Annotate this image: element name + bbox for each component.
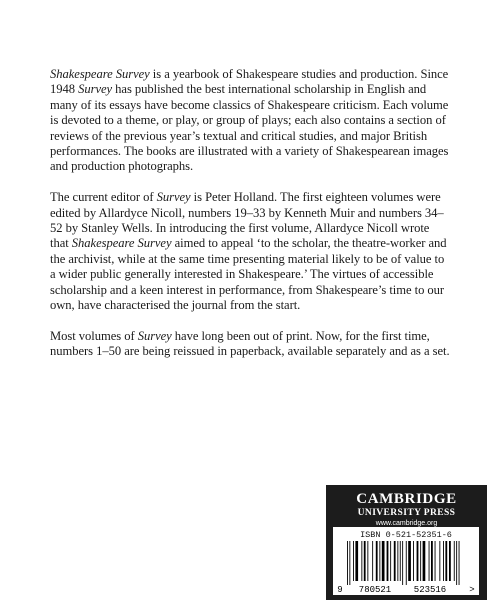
barcode-digits-left: 780521 [358,585,392,595]
barcode-bar [445,541,447,581]
barcode-bar [353,541,354,581]
barcode-bar [413,541,414,581]
barcode-bar [364,541,366,581]
text-run: is Peter Holland. The first eighteen volumes were edited by Allardyce Nicoll, numbers 19–33 by Kenneth Muir and numbers 34–52 by Stanley Wells. In introducing the first volume, Allardyce Nicoll wrote that [50,190,444,251]
text-run: Shakespeare Survey [50,67,150,81]
barcode-bar [367,541,368,581]
blurb [50,67,450,375]
barcode-bar [372,541,373,581]
barcode-bar [423,541,426,581]
publisher-name: CAMBRIDGE [356,491,457,507]
text-run: aimed to appeal ‘to the scholar, the theatre-worker and the archivist, while at the same time presenting material likely to be of value to a wider public generally interested in Shakespeare.’ The virtues of accessible scholarship and a keen interest in performance, from Shakespeare’s time to our own, have characterised the journal from the start. [50,236,447,313]
barcode-bar [402,541,403,585]
barcode-bar [394,541,396,581]
text-run: The current editor of [50,190,157,205]
barcode-bar [406,541,407,585]
barcode-bar [382,541,385,581]
barcode-digits-right: 523516 [413,585,447,595]
text-run: Most volumes of [50,328,138,343]
barcode-bar [387,541,389,581]
barcode-icon [333,541,479,595]
blurb-paragraph-2 [50,190,450,313]
barcode-bar [454,541,455,581]
barcode-bar [376,541,378,581]
barcode-bar [379,541,380,581]
barcode-bar [417,541,419,581]
text-run: Survey [78,82,113,97]
barcode-bar [449,541,451,581]
barcode-bar [397,541,398,581]
barcode-bar [459,541,460,585]
text-run: is a yearbook of Shakespeare studies and production. Since 1948 [50,67,449,97]
text-run: has published the best international scholarship in English and many of its essays have become classics of Shakespeare criticism. Each volume is devoted to a theme, or play, or group of plays; each also contains a section of reviews of the previous year’s textual and critical studies, and major British performances. The books are illustrated with a variety of Shakespearean images and production photographs. [50,82,449,174]
barcode-bar [420,541,421,581]
text-run: Shakespeare Survey [71,236,172,251]
barcode-bar [456,541,457,585]
text-run: have long been out of print. Now, for the first time, numbers 1–50 are being reissued in paperback, available separately and as a set. [50,328,450,359]
publisher-subtitle: UNIVERSITY PRESS [357,508,456,518]
blurb-paragraph-3 [50,329,450,360]
barcode-bar [355,541,358,581]
barcode-bar [347,541,348,585]
barcode-bar [390,541,391,581]
barcode-bar [443,541,444,581]
barcode-bar [349,541,350,585]
barcode-bar [400,541,401,581]
text-run: Survey [156,190,191,205]
barcode-bar [429,541,430,581]
isbn-text: ISBN 0-521-52351-6 [360,530,452,540]
barcode-bar [431,541,433,581]
barcode-label [333,527,479,595]
blurb-paragraph-1 [50,67,450,175]
barcode-digit-lead: 9 [337,585,343,595]
barcode-quiet-zone-mark: > [469,585,475,595]
barcode-bar [408,541,411,581]
barcode-bar [439,541,440,581]
publisher-url: www.cambridge.org [375,520,438,527]
text-run: Survey [137,328,172,343]
barcode-bar [435,541,436,581]
barcode-bar [361,541,362,581]
